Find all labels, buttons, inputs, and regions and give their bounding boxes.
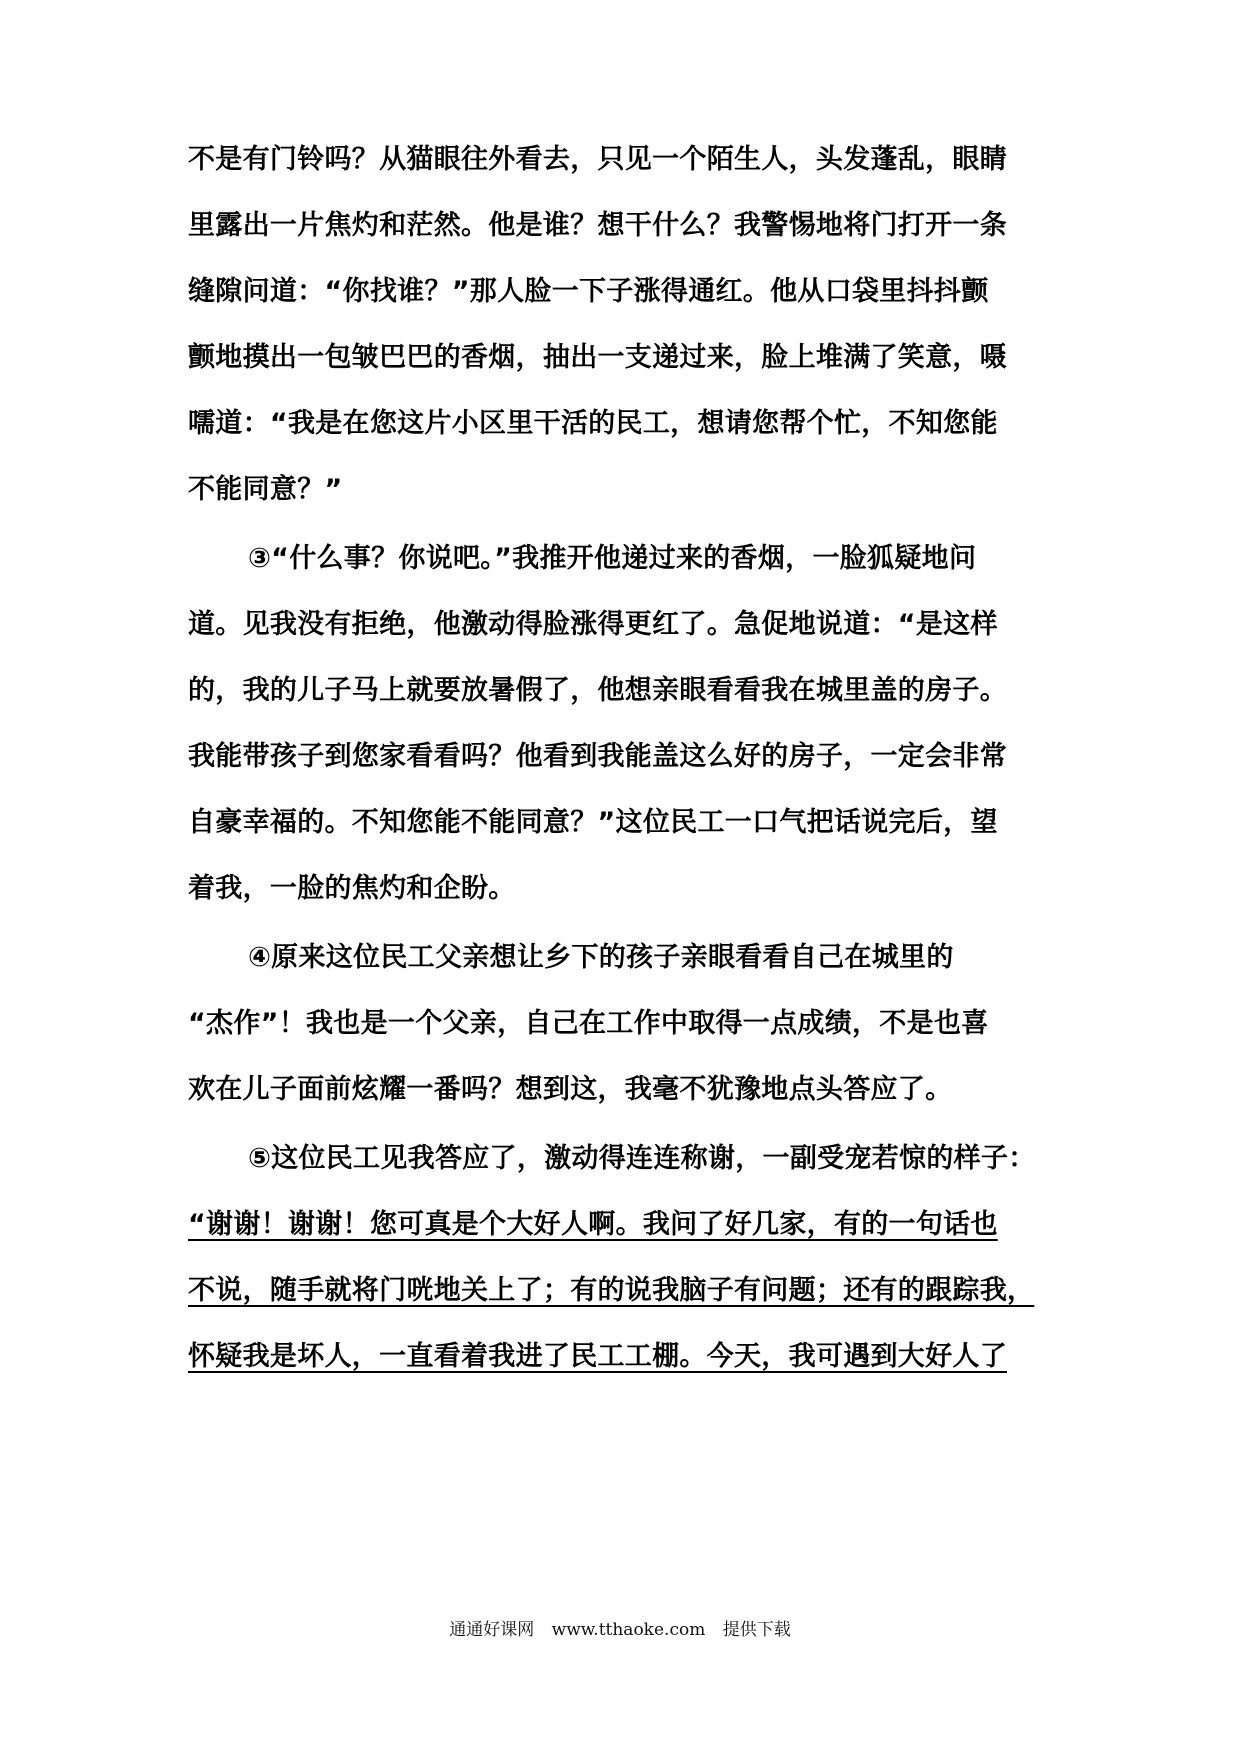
underlined-line-2: 不说，随手就将门咣地关上了；有的说我脑子有问题；还有的跟踪我， bbox=[188, 1275, 1035, 1306]
text-line-11: 自豪幸福的。不知您能不能同意？”这位民工一口气把话说完后，望 bbox=[188, 807, 998, 838]
text-line-4: 颤地摸出一包皱巴巴的香烟，抽出一支递过来，脸上堆满了笑意，嗫 bbox=[188, 342, 1007, 373]
paragraph-4-line-1: ④原来这位民工父亲想让乡下的孩子亲眼看看自己在城里的 bbox=[248, 942, 954, 973]
page-footer bbox=[0, 1618, 1240, 1642]
paragraph-5-line-1: ⑤这位民工见我答应了，激动得连连称谢，一副受宠若惊的样子： bbox=[248, 1143, 1036, 1174]
text-line-14: “杰作”！我也是一个父亲，自己在工作中取得一点成绩，不是也喜 bbox=[188, 1008, 989, 1039]
footer-suffix: 提供下载 bbox=[722, 1620, 791, 1640]
footer-site-name: 通通好课网 bbox=[449, 1620, 535, 1640]
text-line-9: 的，我的儿子马上就要放暑假了，他想亲眼看看我在城里盖的房子。 bbox=[188, 675, 1007, 706]
text-line-15: 欢在儿子面前炫耀一番吗？想到这，我毫不犹豫地点头答应了。 bbox=[188, 1074, 953, 1105]
text-line-6: 不能同意？” bbox=[188, 474, 343, 505]
footer-url[interactable]: www.tthaoke.com bbox=[551, 1620, 706, 1640]
underlined-line-3: 怀疑我是坏人，一直看着我进了民工工棚。今天，我可遇到大好人了 bbox=[188, 1341, 1007, 1372]
paragraph-3-line-1: ③“什么事？你说吧。”我推开他递过来的香烟，一脸狐疑地问 bbox=[248, 543, 977, 574]
text-line-8: 道。见我没有拒绝，他激动得脸涨得更红了。急促地说道：“是这样 bbox=[188, 609, 998, 640]
text-line-3: 缝隙问道：“你找谁？”那人脸一下子涨得通红。他从口袋里抖抖颤 bbox=[188, 276, 989, 307]
text-line-10: 我能带孩子到您家看看吗？他看到我能盖这么好的房子，一定会非常 bbox=[188, 741, 1007, 772]
text-line-5: 嚅道：“我是在您这片小区里干活的民工，想请您帮个忙，不知您能 bbox=[188, 408, 998, 439]
text-line-12: 着我，一脸的焦灼和企盼。 bbox=[188, 873, 516, 904]
text-line-2: 里露出一片焦灼和茫然。他是谁？想干什么？我警惕地将门打开一条 bbox=[188, 210, 1007, 241]
text-line-1: 不是有门铃吗？从猫眼往外看去，只见一个陌生人，头发蓬乱，眼睛 bbox=[188, 144, 1007, 175]
underlined-line-1: “谢谢！谢谢！您可真是个大好人啊。我问了好几家，有的一句话也 bbox=[188, 1209, 998, 1240]
